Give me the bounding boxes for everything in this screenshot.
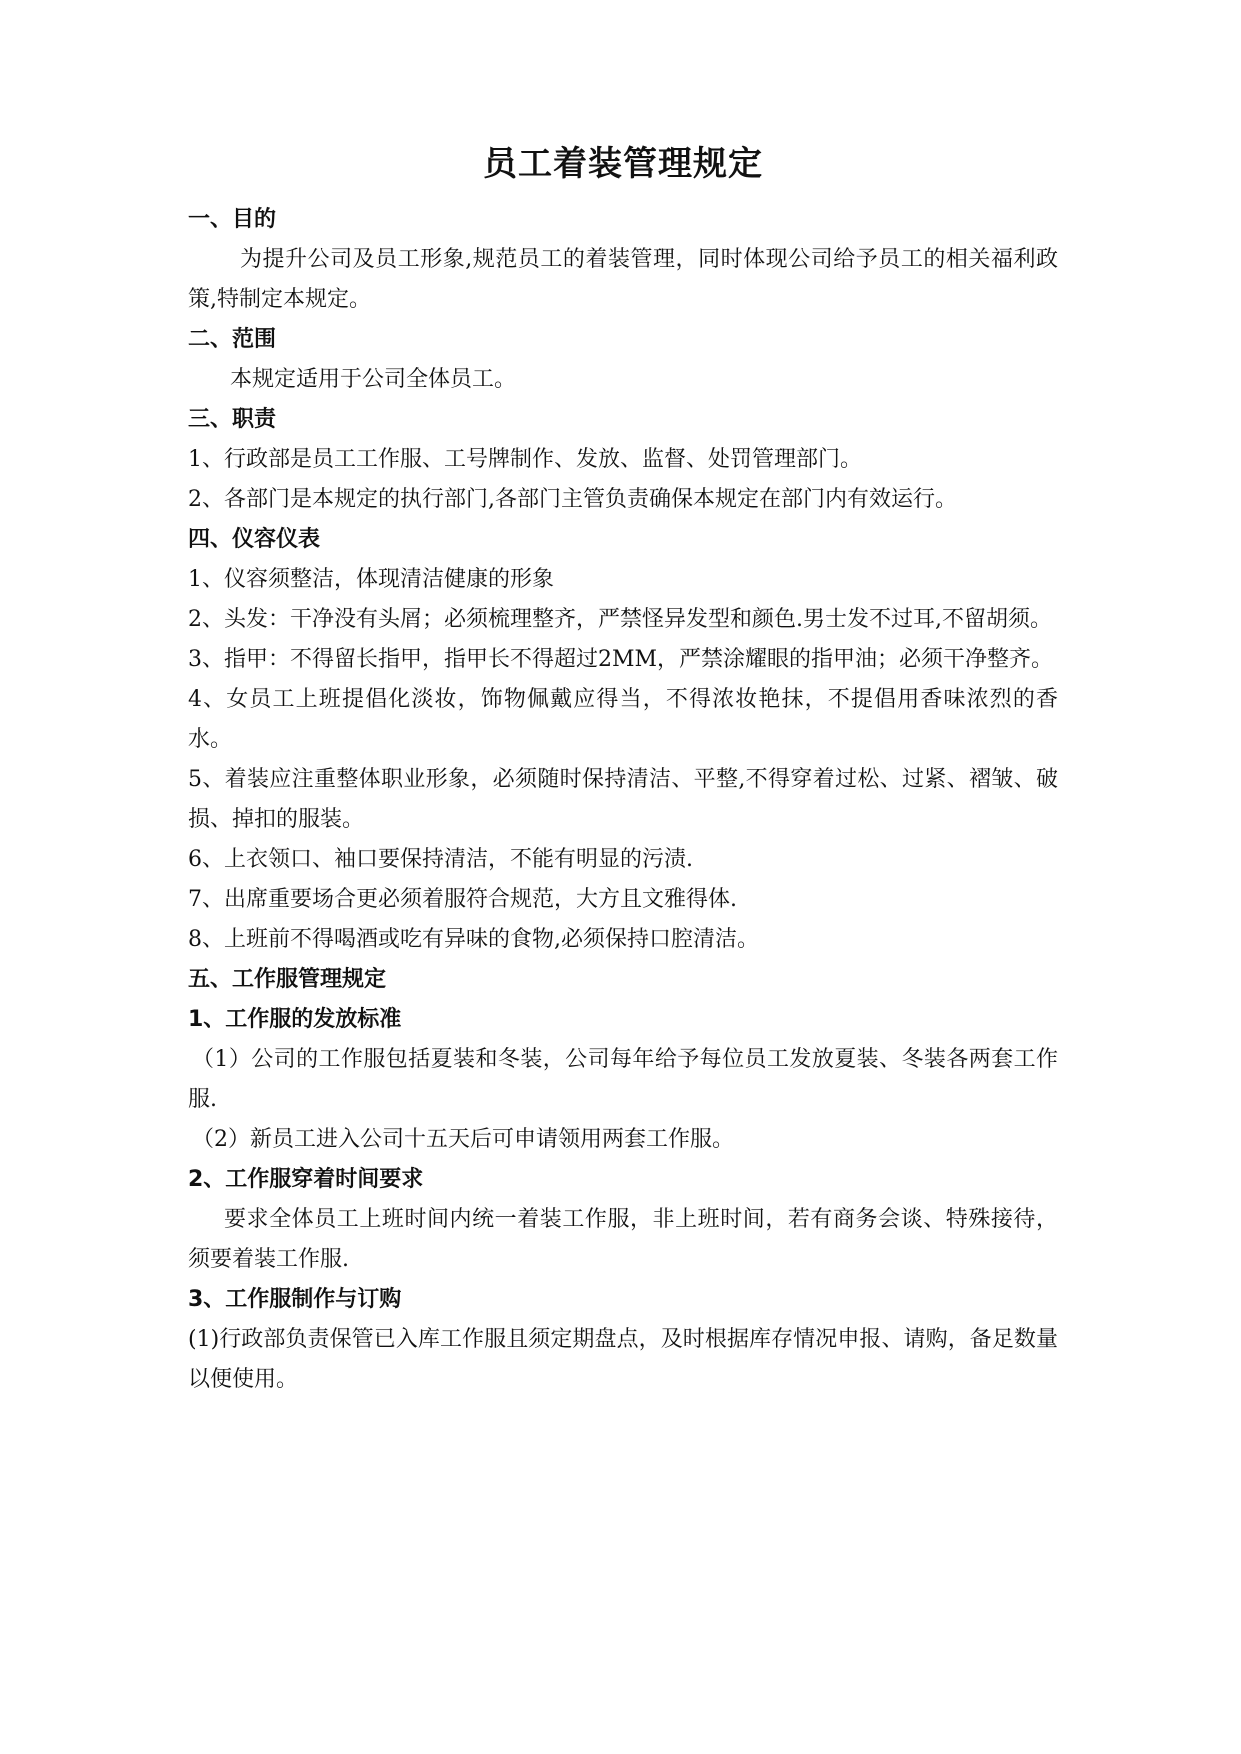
document-page: [188, 140, 1058, 1400]
list-item: 2、各部门是本规定的执行部门,各部门主管负责确保本规定在部门内有效运行。: [188, 487, 957, 512]
section-responsibilities: [188, 400, 1058, 520]
section-heading: 三、职责: [188, 407, 277, 432]
section-appearance: [188, 520, 1058, 960]
section-heading: 五、工作服管理规定: [188, 967, 387, 992]
section-purpose: [188, 200, 1058, 320]
list-item: 5、着装应注重整体职业形象，必须随时保持清洁、平整,不得穿着过松、过紧、褶皱、破损、掉扣的服装。: [188, 767, 1058, 832]
list-item: 8、上班前不得喝酒或吃有异味的食物,必须保持口腔清洁。: [188, 927, 759, 952]
list-item: (1)行政部负责保管已入库工作服且须定期盘点，及时根据库存情况申报、请购，备足数量以便使用。: [188, 1327, 1058, 1392]
subsection-heading: 1、工作服的发放标准: [188, 1007, 402, 1032]
list-item: 3、指甲：不得留长指甲，指甲长不得超过2MM，严禁涂耀眼的指甲油；必须干净整齐。: [188, 647, 1054, 672]
list-item: 7、出席重要场合更必须着服符合规范，大方且文雅得体.: [188, 887, 737, 912]
section-uniform-management: [188, 960, 1058, 1400]
list-item: 1、行政部是员工工作服、工号牌制作、发放、监督、处罚管理部门。: [188, 447, 862, 472]
section-body: 为提升公司及员工形象,规范员工的着装管理，同时体现公司给予员工的相关福利政策,特制定本规定。: [188, 247, 1058, 312]
document-title: 员工着装管理规定: [483, 144, 763, 184]
list-item: 6、上衣领口、袖口要保持清洁，不能有明显的污渍.: [188, 847, 693, 872]
list-item: 1、仪容须整洁，体现清洁健康的形象: [188, 567, 554, 592]
section-scope: [188, 320, 1058, 400]
section-heading: 四、仪容仪表: [188, 527, 321, 552]
section-heading: 二、范围: [188, 327, 277, 352]
subsection-heading: 3、工作服制作与订购: [188, 1287, 402, 1312]
subsection-body: 要求全体员工上班时间内统一着装工作服，非上班时间，若有商务会谈、特殊接待，须要着装工作服.: [188, 1207, 1058, 1272]
section-body: 本规定适用于公司全体员工。: [230, 367, 517, 392]
list-item: 4、女员工上班提倡化淡妆，饰物佩戴应得当，不得浓妆艳抹，不提倡用香味浓烈的香水。: [188, 687, 1058, 752]
list-item: （2）新员工进入公司十五天后可申请领用两套工作服。: [192, 1127, 734, 1152]
section-heading: 一、目的: [188, 207, 277, 232]
list-item: 2、头发：干净没有头屑；必须梳理整齐，严禁怪异发型和颜色.男士发不过耳,不留胡须。: [188, 607, 1052, 632]
list-item: （1）公司的工作服包括夏装和冬装，公司每年给予每位员工发放夏装、冬装各两套工作服.: [188, 1047, 1058, 1112]
subsection-heading: 2、工作服穿着时间要求: [188, 1167, 424, 1192]
